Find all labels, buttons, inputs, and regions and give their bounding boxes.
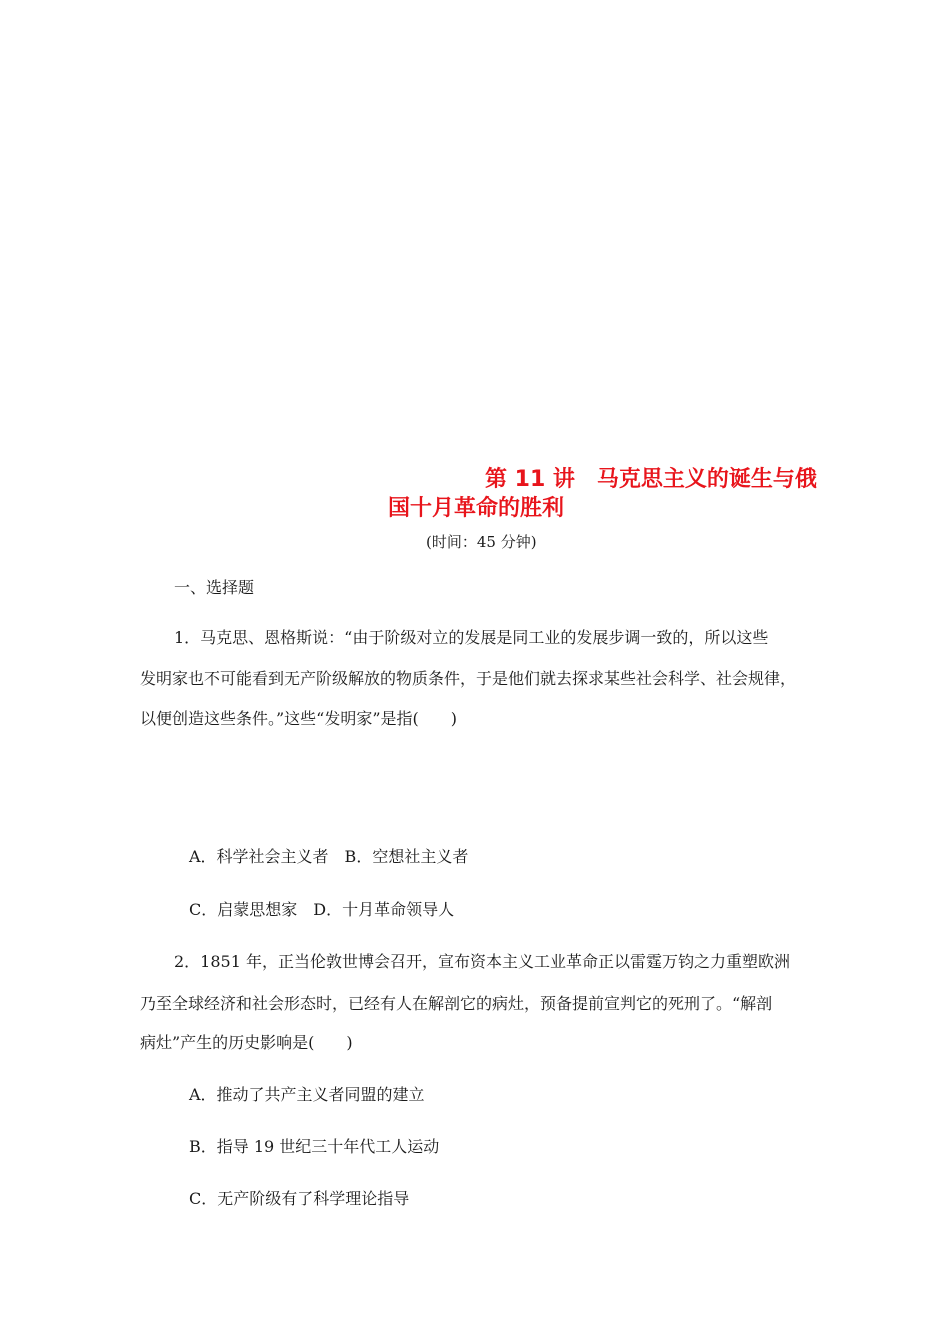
question-2-option-a: A．推动了共产主义者同盟的建立 bbox=[189, 1085, 425, 1104]
time-limit-note: (时间：45 分钟) bbox=[426, 533, 537, 551]
question-2-line-3: 病灶”产生的历史影响是( ) bbox=[140, 1033, 353, 1052]
question-2-line-2: 乃至全球经济和社会形态时，已经有人在解剖它的病灶，预备提前宣判它的死刑了。“解剖 bbox=[140, 994, 773, 1013]
question-2-option-c: C．无产阶级有了科学理论指导 bbox=[189, 1189, 410, 1208]
question-1-options-ab: A．科学社会主义者 B．空想社主义者 bbox=[189, 847, 469, 866]
section-heading: 一、选择题 bbox=[174, 578, 255, 597]
question-2-option-b: B．指导 19 世纪三十年代工人运动 bbox=[189, 1137, 440, 1156]
question-1-line-3: 以便创造这些条件。”这些“发明家”是指( ) bbox=[140, 709, 458, 728]
lesson-title-line-1: 第 11 讲 马克思主义的诞生与俄 bbox=[485, 467, 817, 492]
question-1-line-2: 发明家也不可能看到无产阶级解放的物质条件，于是他们就去探求某些社会科学、社会规律， bbox=[140, 669, 797, 688]
question-1-line-1: 1．马克思、恩格斯说：“由于阶级对立的发展是同工业的发展步调一致的，所以这些 bbox=[174, 628, 769, 647]
lesson-title-line-2: 国十月革命的胜利 bbox=[388, 496, 565, 521]
question-1-options-cd: C．启蒙思想家 D．十月革命领导人 bbox=[189, 900, 455, 919]
question-2-line-1: 2．1851 年，正当伦敦世博会召开，宣布资本主义工业革命正以雷霆万钧之力重塑欧洲 bbox=[174, 952, 790, 971]
